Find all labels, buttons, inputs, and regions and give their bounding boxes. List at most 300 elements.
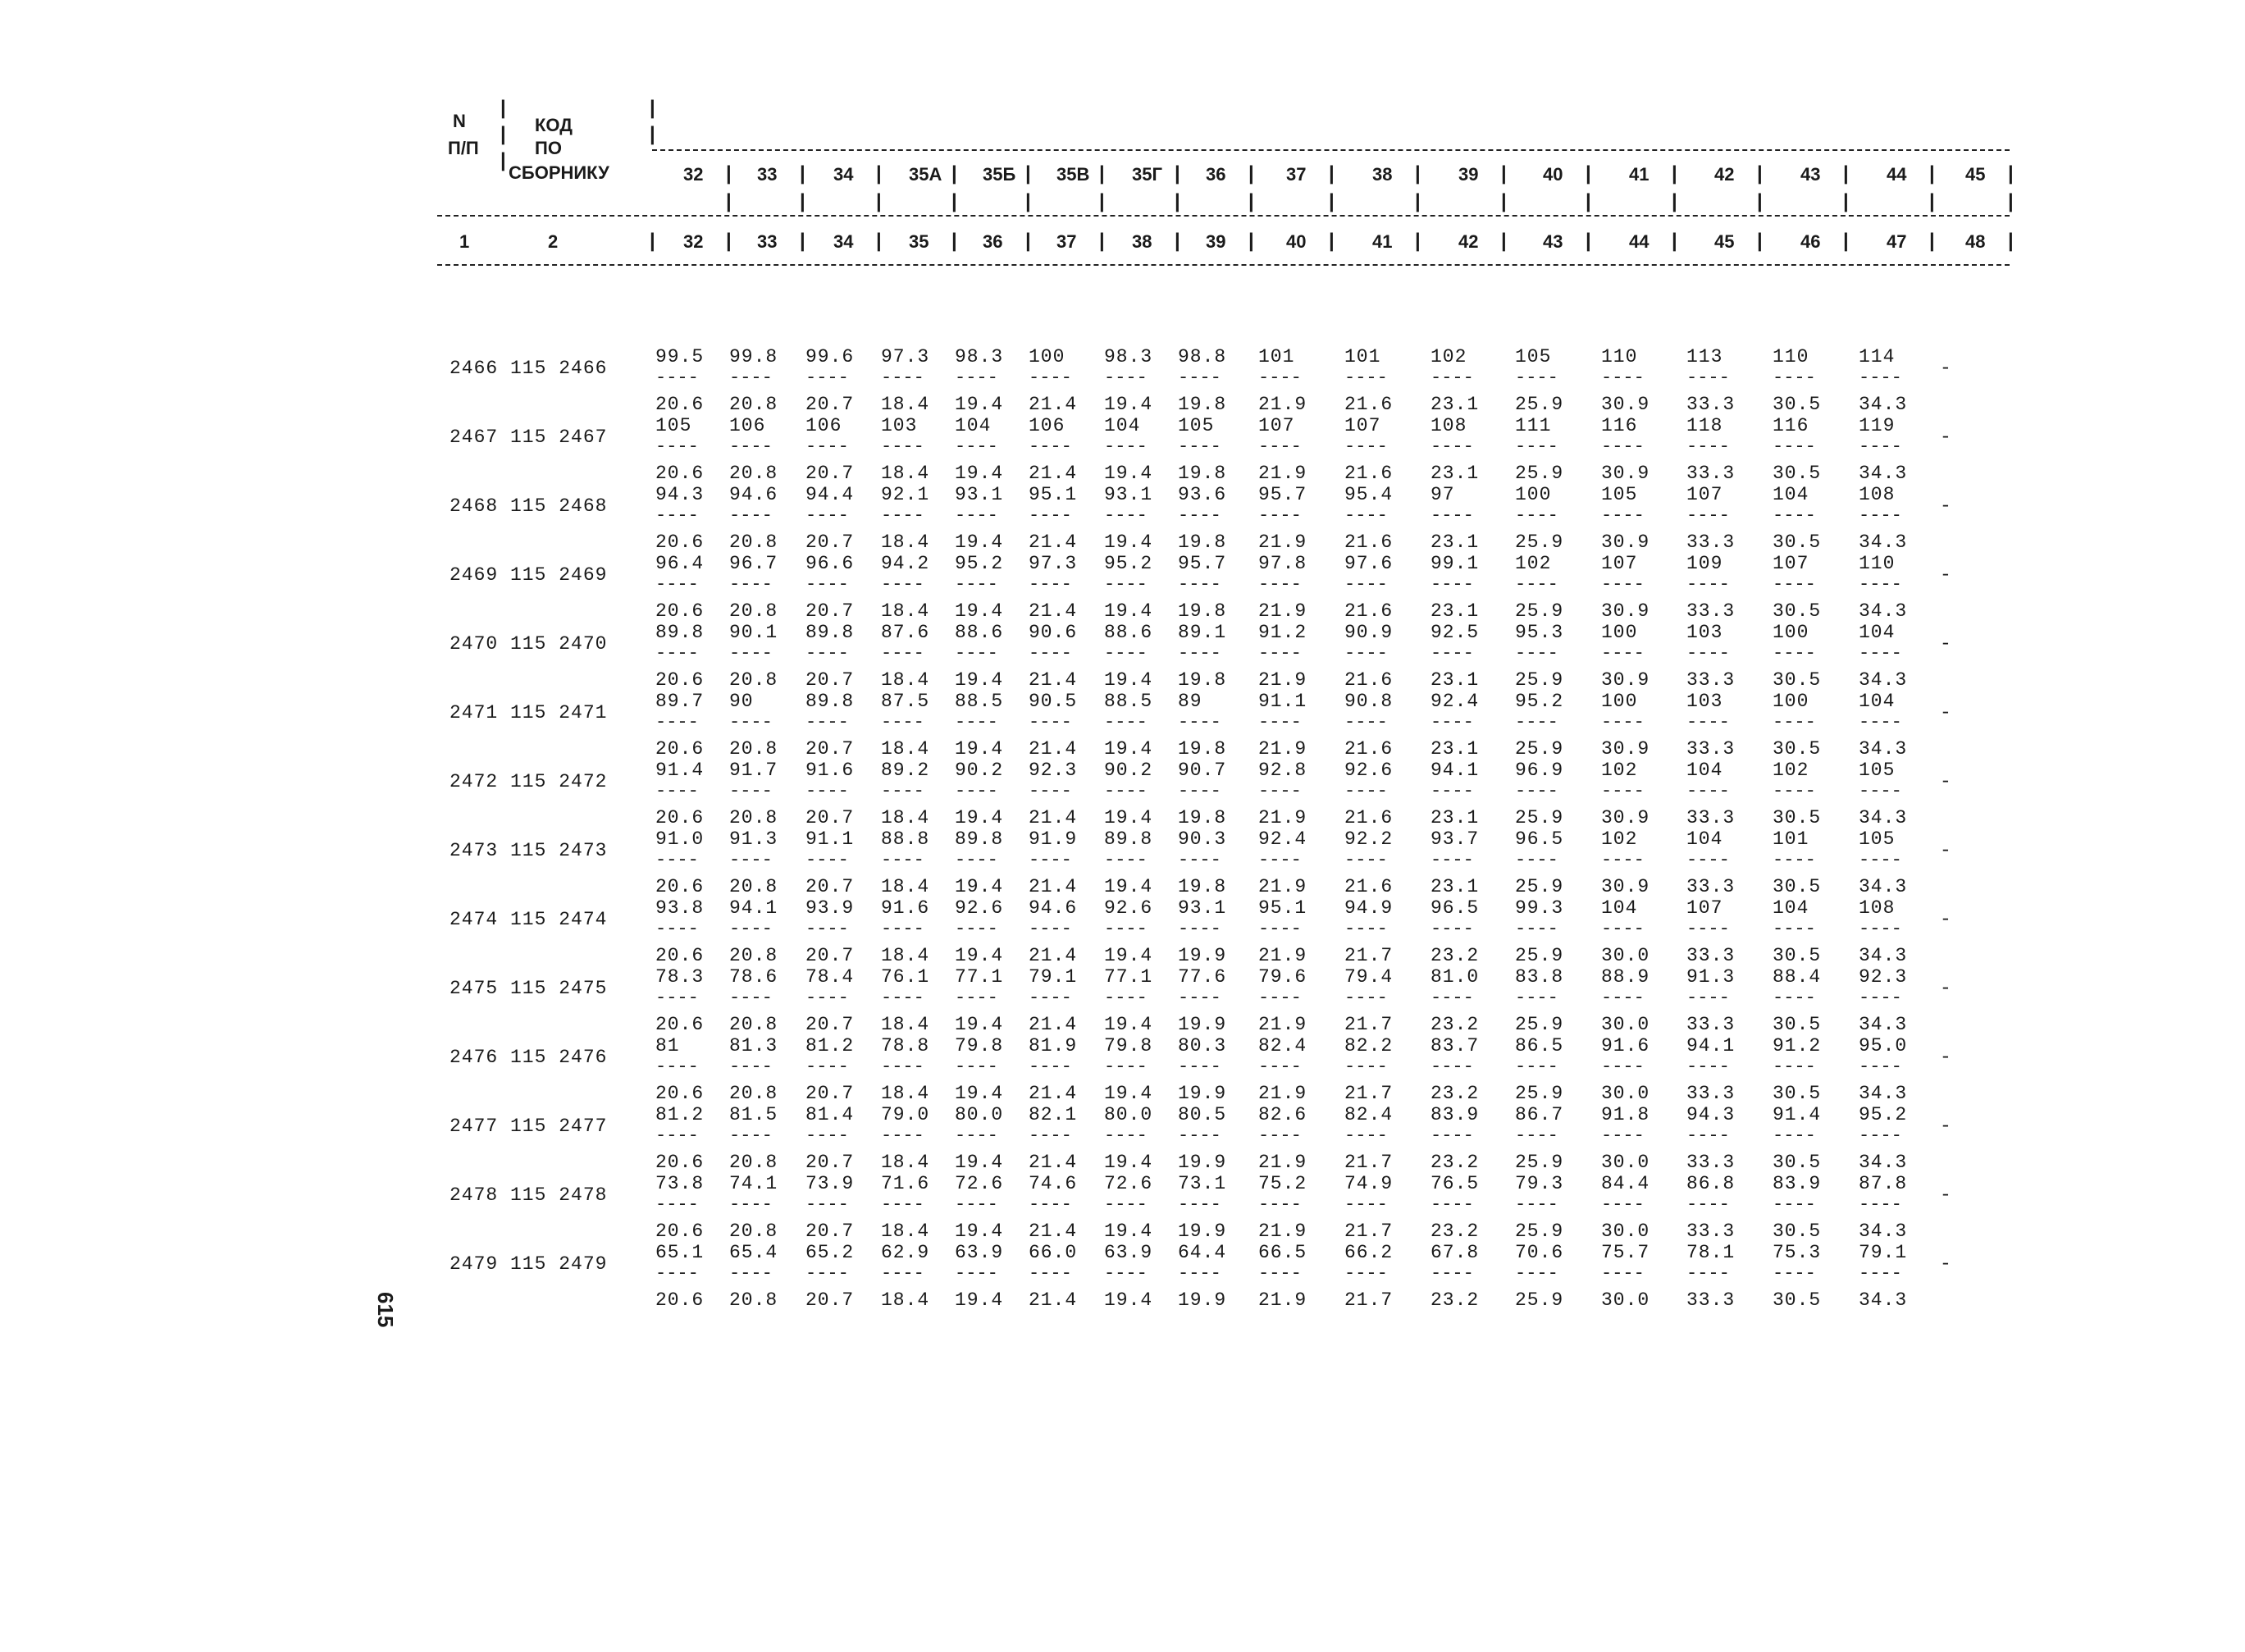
cell-fraction-line: ---- xyxy=(805,712,849,732)
cell-value-lower: 21.9 xyxy=(1258,532,1307,553)
cell-value-lower: 21.4 xyxy=(1029,876,1078,897)
cell-fraction-line: ---- xyxy=(1258,712,1302,732)
cell-value: 100 xyxy=(1515,484,1552,505)
cell-value-lower: 21.9 xyxy=(1258,738,1307,760)
cell-value-lower: 21.9 xyxy=(1258,1014,1307,1035)
cell-value-lower: 34.3 xyxy=(1859,1014,1908,1035)
cell-fraction-line: ---- xyxy=(655,436,699,457)
cell-value: 82.4 xyxy=(1344,1104,1394,1125)
cell-fraction-line: ---- xyxy=(1104,643,1148,664)
row-code: 115 2471 xyxy=(510,702,608,723)
cell-fraction-line: ---- xyxy=(1773,1056,1816,1077)
cell-fraction-line: ---- xyxy=(1859,919,1902,939)
cell-value-lower: 21.6 xyxy=(1344,463,1394,484)
cell-fraction-line: ---- xyxy=(1344,712,1388,732)
column-number: 42 xyxy=(1458,231,1479,252)
cell-value: 90.3 xyxy=(1178,828,1227,850)
cell-value: 96.5 xyxy=(1515,828,1564,850)
cell-fraction-line: ---- xyxy=(1029,919,1072,939)
column-separator: | xyxy=(726,190,732,212)
cell-value-lower: 21.7 xyxy=(1344,1083,1394,1104)
cell-value-lower: 21.6 xyxy=(1344,394,1394,415)
row-code: 115 2473 xyxy=(510,840,608,861)
cell-fraction-line: ---- xyxy=(1601,505,1645,526)
cell-value-lower: 20.6 xyxy=(655,807,705,828)
cell-value: 116 xyxy=(1773,415,1809,436)
header-rule xyxy=(437,264,2010,266)
cell-value-lower: 21.4 xyxy=(1029,1083,1078,1104)
column-separator: | xyxy=(951,190,957,212)
column-separator: | xyxy=(1501,230,1507,252)
cell-fraction-line: ---- xyxy=(1686,850,1730,870)
column-subheader: 34 xyxy=(833,164,854,185)
cell-fraction-line: ---- xyxy=(881,643,924,664)
cell-value: 105 xyxy=(1601,484,1638,505)
cell-value-lower: 20.8 xyxy=(729,1221,778,1242)
cell-value-lower: 20.8 xyxy=(729,738,778,760)
cell-fraction-line: ---- xyxy=(1773,643,1816,664)
column-separator: | xyxy=(1415,190,1421,212)
cell-value-lower: 20.7 xyxy=(805,945,855,966)
cell-fraction-line: ---- xyxy=(1431,712,1474,732)
cell-fraction-line: ---- xyxy=(955,988,998,1008)
cell-value-lower: 19.4 xyxy=(955,463,1004,484)
cell-value: 95.7 xyxy=(1178,553,1227,574)
cell-value: 91.4 xyxy=(1773,1104,1822,1125)
cell-fraction-line: ---- xyxy=(881,1125,924,1146)
cell-value: 104 xyxy=(1859,622,1896,643)
cell-value: 94.3 xyxy=(1686,1104,1736,1125)
cell-fraction-line: ---- xyxy=(1258,1194,1302,1215)
cell-fraction-line: ---- xyxy=(729,1056,773,1077)
cell-value: 106 xyxy=(729,415,766,436)
cell-value: 91.3 xyxy=(1686,966,1736,988)
column-separator: | xyxy=(726,162,732,185)
cell-value: 90 xyxy=(729,691,754,712)
cell-value-lower: 21.4 xyxy=(1029,1221,1078,1242)
cell-value: 89 xyxy=(1178,691,1202,712)
cell-fraction-line: ---- xyxy=(881,1194,924,1215)
cell-value-lower: 19.4 xyxy=(955,669,1004,691)
cell-value: 89.2 xyxy=(881,760,930,781)
cell-empty-mark: - xyxy=(1940,840,1952,861)
cell-fraction-line: ---- xyxy=(1344,1056,1388,1077)
cell-value: 92.8 xyxy=(1258,760,1307,781)
cell-fraction-line: ---- xyxy=(1515,1263,1558,1284)
cell-value: 79.4 xyxy=(1344,966,1394,988)
cell-value: 76.5 xyxy=(1431,1173,1480,1194)
column-number: 48 xyxy=(1965,231,1986,252)
cell-value-lower: 19.4 xyxy=(1104,1152,1153,1173)
cell-value: 91.1 xyxy=(805,828,855,850)
cell-fraction-line: ---- xyxy=(1515,1125,1558,1146)
cell-value: 92.5 xyxy=(1431,622,1480,643)
cell-empty-mark: - xyxy=(1940,358,1952,379)
cell-fraction-line: ---- xyxy=(1104,1125,1148,1146)
cell-fraction-line: ---- xyxy=(1029,781,1072,801)
cell-fraction-line: ---- xyxy=(881,919,924,939)
cell-value: 97 xyxy=(1431,484,1455,505)
cell-fraction-line: ---- xyxy=(1859,850,1902,870)
cell-fraction-line: ---- xyxy=(1178,1056,1221,1077)
cell-value: 88.5 xyxy=(1104,691,1153,712)
cell-value-lower: 30.0 xyxy=(1601,1289,1650,1311)
cell-fraction-line: ---- xyxy=(1178,712,1221,732)
cell-fraction-line: ---- xyxy=(805,367,849,388)
cell-value-lower: 19.4 xyxy=(955,1289,1004,1311)
cell-value-lower: 30.0 xyxy=(1601,1152,1650,1173)
cell-fraction-line: ---- xyxy=(1431,988,1474,1008)
cell-empty-mark: - xyxy=(1940,771,1952,792)
cell-value: 89.1 xyxy=(1178,622,1227,643)
cell-value: 72.6 xyxy=(1104,1173,1153,1194)
column-subheader: 33 xyxy=(757,164,778,185)
cell-value: 78.8 xyxy=(881,1035,930,1056)
cell-fraction-line: ---- xyxy=(1515,1056,1558,1077)
column-subheader: 45 xyxy=(1965,164,1986,185)
cell-value: 73.1 xyxy=(1178,1173,1227,1194)
cell-value: 104 xyxy=(1773,484,1809,505)
cell-value-lower: 20.8 xyxy=(729,1083,778,1104)
cell-value: 102 xyxy=(1601,760,1638,781)
cell-fraction-line: ---- xyxy=(1258,1263,1302,1284)
cell-value-lower: 33.3 xyxy=(1686,945,1736,966)
cell-fraction-line: ---- xyxy=(1515,1194,1558,1215)
cell-value: 81 xyxy=(655,1035,680,1056)
cell-value: 92.6 xyxy=(955,897,1004,919)
cell-fraction-line: ---- xyxy=(1258,367,1302,388)
cell-value: 100 xyxy=(1601,691,1638,712)
cell-value-lower: 33.3 xyxy=(1686,669,1736,691)
cell-value-lower: 30.5 xyxy=(1773,532,1822,553)
cell-fraction-line: ---- xyxy=(1431,643,1474,664)
cell-value: 81.9 xyxy=(1029,1035,1078,1056)
cell-value-lower: 25.9 xyxy=(1515,876,1564,897)
cell-value-lower: 18.4 xyxy=(881,600,930,622)
cell-value-lower: 25.9 xyxy=(1515,738,1564,760)
cell-fraction-line: ---- xyxy=(1029,505,1072,526)
cell-value: 88.6 xyxy=(1104,622,1153,643)
cell-value-lower: 19.4 xyxy=(1104,1221,1153,1242)
cell-value-lower: 20.8 xyxy=(729,394,778,415)
cell-fraction-line: ---- xyxy=(1344,1194,1388,1215)
row-number: 2479 xyxy=(449,1253,499,1275)
cell-fraction-line: ---- xyxy=(1686,1056,1730,1077)
column-separator: | xyxy=(1248,162,1254,185)
cell-value: 101 xyxy=(1344,346,1381,367)
cell-value: 66.2 xyxy=(1344,1242,1394,1263)
cell-fraction-line: ---- xyxy=(1859,1125,1902,1146)
row-number: 2475 xyxy=(449,978,499,999)
cell-value-lower: 30.5 xyxy=(1773,945,1822,966)
cell-value-lower: 19.4 xyxy=(955,532,1004,553)
cell-value: 73.9 xyxy=(805,1173,855,1194)
cell-value: 95.7 xyxy=(1258,484,1307,505)
column-separator: | xyxy=(1175,162,1180,185)
column-subheader: 37 xyxy=(1286,164,1307,185)
cell-fraction-line: ---- xyxy=(655,781,699,801)
cell-value-lower: 20.6 xyxy=(655,945,705,966)
cell-value-lower: 21.7 xyxy=(1344,1289,1394,1311)
cell-value-lower: 21.9 xyxy=(1258,807,1307,828)
cell-fraction-line: ---- xyxy=(1601,1125,1645,1146)
cell-fraction-line: ---- xyxy=(1431,1125,1474,1146)
cell-fraction-line: ---- xyxy=(1029,1056,1072,1077)
cell-value: 108 xyxy=(1859,897,1896,919)
cell-value-lower: 30.0 xyxy=(1601,1221,1650,1242)
cell-value: 89.8 xyxy=(655,622,705,643)
cell-fraction-line: ---- xyxy=(655,712,699,732)
cell-value: 79.8 xyxy=(955,1035,1004,1056)
column-separator: | xyxy=(800,230,805,252)
cell-value: 107 xyxy=(1258,415,1295,436)
cell-value-lower: 33.3 xyxy=(1686,807,1736,828)
cell-value: 98.8 xyxy=(1178,346,1227,367)
cell-value: 107 xyxy=(1686,484,1723,505)
cell-value: 90.8 xyxy=(1344,691,1394,712)
cell-fraction-line: ---- xyxy=(1178,988,1221,1008)
cell-value-lower: 20.8 xyxy=(729,1289,778,1311)
cell-value: 86.7 xyxy=(1515,1104,1564,1125)
cell-value-lower: 19.4 xyxy=(1104,394,1153,415)
cell-value: 95.4 xyxy=(1344,484,1394,505)
cell-fraction-line: ---- xyxy=(1104,1263,1148,1284)
cell-value: 75.3 xyxy=(1773,1242,1822,1263)
cell-value-lower: 19.9 xyxy=(1178,1083,1227,1104)
cell-value: 78.6 xyxy=(729,966,778,988)
cell-value-lower: 21.6 xyxy=(1344,738,1394,760)
cell-fraction-line: ---- xyxy=(805,1125,849,1146)
cell-value-lower: 20.6 xyxy=(655,738,705,760)
cell-value: 89.7 xyxy=(655,691,705,712)
cell-value-lower: 23.1 xyxy=(1431,463,1480,484)
cell-fraction-line: ---- xyxy=(729,850,773,870)
cell-value-lower: 23.1 xyxy=(1431,669,1480,691)
cell-fraction-line: ---- xyxy=(1258,574,1302,595)
cell-value: 88.6 xyxy=(955,622,1004,643)
cell-fraction-line: ---- xyxy=(1178,850,1221,870)
cell-fraction-line: ---- xyxy=(1029,1263,1072,1284)
cell-value-lower: 21.4 xyxy=(1029,738,1078,760)
cell-value: 65.4 xyxy=(729,1242,778,1263)
cell-fraction-line: ---- xyxy=(1601,643,1645,664)
cell-value-lower: 25.9 xyxy=(1515,1014,1564,1035)
cell-value-lower: 19.4 xyxy=(955,600,1004,622)
cell-value: 104 xyxy=(1601,897,1638,919)
column-separator: | xyxy=(1099,230,1105,252)
cell-value-lower: 21.9 xyxy=(1258,463,1307,484)
column-separator: | xyxy=(876,162,882,185)
cell-value: 84.4 xyxy=(1601,1173,1650,1194)
cell-fraction-line: ---- xyxy=(1515,574,1558,595)
cell-fraction-line: ---- xyxy=(805,1056,849,1077)
cell-value-lower: 20.7 xyxy=(805,1014,855,1035)
cell-fraction-line: ---- xyxy=(955,1263,998,1284)
cell-value-lower: 19.4 xyxy=(1104,945,1153,966)
cell-value: 95.2 xyxy=(955,553,1004,574)
cell-value: 91.9 xyxy=(1029,828,1078,850)
cell-value: 90.5 xyxy=(1029,691,1078,712)
cell-value: 107 xyxy=(1601,553,1638,574)
cell-value-lower: 34.3 xyxy=(1859,1289,1908,1311)
cell-fraction-line: ---- xyxy=(955,919,998,939)
cell-value: 74.9 xyxy=(1344,1173,1394,1194)
cell-fraction-line: ---- xyxy=(1258,850,1302,870)
column-separator: | xyxy=(951,230,957,252)
column-number: 43 xyxy=(1543,231,1563,252)
cell-fraction-line: ---- xyxy=(955,505,998,526)
cell-value-lower: 21.4 xyxy=(1029,1152,1078,1173)
cell-value-lower: 23.1 xyxy=(1431,876,1480,897)
header-separator: | xyxy=(500,149,506,171)
cell-fraction-line: ---- xyxy=(1773,919,1816,939)
cell-fraction-line: ---- xyxy=(805,436,849,457)
cell-fraction-line: ---- xyxy=(805,919,849,939)
cell-value: 66.5 xyxy=(1258,1242,1307,1263)
cell-value-lower: 20.8 xyxy=(729,669,778,691)
cell-fraction-line: ---- xyxy=(881,505,924,526)
cell-value: 93.9 xyxy=(805,897,855,919)
cell-value-lower: 20.6 xyxy=(655,669,705,691)
cell-empty-mark: - xyxy=(1940,909,1952,930)
cell-fraction-line: ---- xyxy=(1344,1263,1388,1284)
cell-value-lower: 30.0 xyxy=(1601,1083,1650,1104)
cell-value-lower: 30.5 xyxy=(1773,1221,1822,1242)
cell-value: 91.3 xyxy=(729,828,778,850)
column-separator: | xyxy=(1929,190,1935,212)
cell-value: 93.1 xyxy=(955,484,1004,505)
cell-value: 91.6 xyxy=(805,760,855,781)
cell-value: 66.0 xyxy=(1029,1242,1078,1263)
cell-value: 74.1 xyxy=(729,1173,778,1194)
column-separator: | xyxy=(876,230,882,252)
cell-fraction-line: ---- xyxy=(1601,781,1645,801)
cell-fraction-line: ---- xyxy=(1859,436,1902,457)
cell-value-lower: 20.8 xyxy=(729,807,778,828)
column-separator: | xyxy=(1672,162,1677,185)
column-separator: | xyxy=(1025,230,1031,252)
cell-fraction-line: ---- xyxy=(1859,1263,1902,1284)
row-number: 2467 xyxy=(449,427,499,448)
cell-value-lower: 20.6 xyxy=(655,1289,705,1311)
cell-value-lower: 33.3 xyxy=(1686,1289,1736,1311)
cell-value-lower: 19.9 xyxy=(1178,1152,1227,1173)
cell-value: 94.9 xyxy=(1344,897,1394,919)
cell-fraction-line: ---- xyxy=(1104,988,1148,1008)
cell-value-lower: 30.5 xyxy=(1773,463,1822,484)
cell-value-lower: 19.4 xyxy=(1104,738,1153,760)
column-separator: | xyxy=(1099,190,1105,212)
cell-value: 90.2 xyxy=(1104,760,1153,781)
cell-value-lower: 19.8 xyxy=(1178,532,1227,553)
cell-value: 97.3 xyxy=(1029,553,1078,574)
cell-fraction-line: ---- xyxy=(1029,574,1072,595)
cell-value-lower: 25.9 xyxy=(1515,463,1564,484)
cell-value: 100 xyxy=(1029,346,1065,367)
cell-value: 96.4 xyxy=(655,553,705,574)
column-separator: | xyxy=(1175,230,1180,252)
column-number: 41 xyxy=(1372,231,1393,252)
column-number: 47 xyxy=(1887,231,1907,252)
cell-value: 82.4 xyxy=(1258,1035,1307,1056)
cell-value-lower: 21.4 xyxy=(1029,807,1078,828)
cell-value: 98.3 xyxy=(955,346,1004,367)
cell-value-lower: 33.3 xyxy=(1686,600,1736,622)
column-separator: | xyxy=(800,162,805,185)
cell-value: 95.1 xyxy=(1029,484,1078,505)
cell-fraction-line: ---- xyxy=(1258,1125,1302,1146)
cell-fraction-line: ---- xyxy=(955,367,998,388)
cell-value-lower: 33.3 xyxy=(1686,1221,1736,1242)
column-number: 39 xyxy=(1206,231,1226,252)
cell-fraction-line: ---- xyxy=(1258,505,1302,526)
cell-fraction-line: ---- xyxy=(655,1263,699,1284)
cell-value-lower: 21.4 xyxy=(1029,669,1078,691)
cell-value-lower: 30.9 xyxy=(1601,463,1650,484)
row-code: 115 2479 xyxy=(510,1253,608,1275)
cell-fraction-line: ---- xyxy=(881,850,924,870)
column-separator: | xyxy=(2008,190,2014,212)
cell-value: 82.2 xyxy=(1344,1035,1394,1056)
cell-fraction-line: ---- xyxy=(1773,781,1816,801)
cell-fraction-line: ---- xyxy=(1686,505,1730,526)
cell-value: 87.6 xyxy=(881,622,930,643)
cell-value-lower: 21.7 xyxy=(1344,1221,1394,1242)
cell-fraction-line: ---- xyxy=(1344,988,1388,1008)
cell-fraction-line: ---- xyxy=(1258,781,1302,801)
cell-value-lower: 20.6 xyxy=(655,394,705,415)
cell-fraction-line: ---- xyxy=(1515,850,1558,870)
column-subheader: 32 xyxy=(683,164,704,185)
cell-fraction-line: ---- xyxy=(1686,436,1730,457)
cell-fraction-line: ---- xyxy=(1859,988,1902,1008)
cell-value: 79.1 xyxy=(1029,966,1078,988)
cell-value: 79.1 xyxy=(1859,1242,1908,1263)
cell-empty-mark: - xyxy=(1940,633,1952,655)
cell-value: 114 xyxy=(1859,346,1896,367)
column-separator: | xyxy=(1757,230,1763,252)
cell-value: 102 xyxy=(1431,346,1467,367)
header-pp: П/П xyxy=(448,138,479,158)
cell-value-lower: 18.4 xyxy=(881,738,930,760)
cell-value: 104 xyxy=(955,415,992,436)
cell-value-lower: 23.1 xyxy=(1431,807,1480,828)
cell-fraction-line: ---- xyxy=(1515,505,1558,526)
cell-fraction-line: ---- xyxy=(1029,850,1072,870)
cell-value-lower: 19.8 xyxy=(1178,738,1227,760)
cell-value-lower: 20.8 xyxy=(729,945,778,966)
header-separator: | xyxy=(650,97,655,119)
cell-value: 64.4 xyxy=(1178,1242,1227,1263)
cell-value-lower: 20.8 xyxy=(729,1152,778,1173)
cell-fraction-line: ---- xyxy=(1104,1194,1148,1215)
cell-fraction-line: ---- xyxy=(1029,1194,1072,1215)
cell-value: 95.3 xyxy=(1515,622,1564,643)
cell-value-lower: 19.9 xyxy=(1178,1221,1227,1242)
column-separator: | xyxy=(1929,162,1935,185)
cell-value-lower: 23.2 xyxy=(1431,1289,1480,1311)
cell-value-lower: 18.4 xyxy=(881,1152,930,1173)
cell-value: 105 xyxy=(1515,346,1552,367)
cell-value-lower: 19.4 xyxy=(955,807,1004,828)
cell-fraction-line: ---- xyxy=(1431,574,1474,595)
cell-value-lower: 20.8 xyxy=(729,532,778,553)
cell-value: 107 xyxy=(1344,415,1381,436)
cell-value: 110 xyxy=(1859,553,1896,574)
cell-value-lower: 21.9 xyxy=(1258,600,1307,622)
cell-empty-mark: - xyxy=(1940,1253,1952,1275)
cell-value: 96.7 xyxy=(729,553,778,574)
